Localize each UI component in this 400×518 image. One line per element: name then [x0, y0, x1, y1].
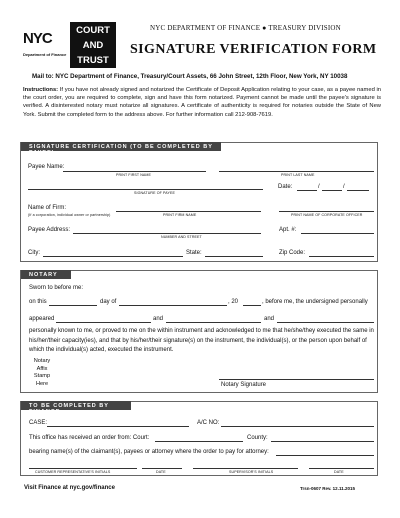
stamp-line: Stamp	[33, 373, 51, 379]
notary-signature-field[interactable]	[219, 379, 374, 380]
firm-name-field[interactable]	[116, 211, 261, 212]
and-text: and	[153, 316, 164, 322]
department-header: NYC DEPARTMENT OF FINANCE ● TREASURY DIVISION	[150, 24, 341, 32]
first-name-caption: PRINT FIRST NAME	[116, 173, 152, 177]
date-caption: DATE	[156, 470, 166, 474]
on-this-text: on this	[29, 299, 47, 305]
instructions-text: If you have not already signed and notarized the Certificate of Deposit Application relating to your case, as a payee named in the court order, you are required to complete, sign and have this form notarized. Payment cannot be made until the payee's signature is verified. A disinterested notary must notarize all signatures. A certificate of authenticity is required for notaries outside the State of New York. Submit the completed form to the address above. For further information call 212-908-7619.	[23, 87, 381, 118]
rep-initials-field[interactable]	[29, 468, 137, 469]
date-separator: /	[343, 184, 345, 190]
rep-initials-caption: CUSTOMER REPRESENTATIVE'S INITIALS	[35, 470, 111, 474]
and-text: and	[264, 316, 275, 322]
payee-first-name-field[interactable]	[63, 171, 206, 172]
court-field[interactable]	[155, 441, 243, 442]
instructions	[23, 86, 381, 119]
date-day-field[interactable]	[322, 190, 342, 191]
badge-line: AND	[82, 40, 104, 51]
state-field[interactable]	[205, 256, 263, 257]
sworn-text: Sworn to before me:	[29, 285, 84, 291]
logo-subtext: Department of Finance	[23, 52, 67, 57]
badge-line: COURT	[76, 25, 110, 36]
order-from-label: This office has received an order from: Court:	[29, 435, 150, 441]
nyc-logo	[22, 24, 67, 64]
stamp-line: Here	[35, 380, 49, 387]
day-of-text: day of	[100, 299, 117, 305]
signature-caption: SIGNATURE OF PAYEE	[134, 191, 175, 195]
county-field[interactable]	[271, 441, 374, 442]
address-caption: NUMBER AND STREET	[161, 235, 202, 239]
finance-section	[20, 401, 378, 476]
appeared-name-field-2[interactable]	[166, 322, 261, 323]
year-prefix-text: , 20	[228, 299, 239, 305]
apt-field[interactable]	[301, 233, 374, 234]
affix-stamp-area	[31, 358, 53, 388]
notary-section	[20, 270, 378, 393]
supervisor-initials-caption: SUPERVISOR'S INITIALS	[229, 470, 274, 474]
footer-website: Visit Finance at nyc.gov/finance	[24, 485, 115, 491]
instructions-label: Instructions:	[23, 87, 59, 93]
notary-signature-caption: Notary Signature	[221, 382, 267, 388]
appeared-text: appeared	[29, 316, 55, 322]
city-label: City:	[28, 250, 40, 256]
date-separator: /	[318, 184, 320, 190]
payee-signature-field[interactable]	[28, 189, 263, 190]
mail-to-address: Mail to: NYC Department of Finance, Treasury/Court Assets, 66 John Street, 12th Floor, New York, NY 10038	[32, 73, 348, 80]
zip-label: Zip Code:	[279, 250, 306, 256]
last-name-caption: PRINT LAST NAME	[281, 173, 315, 177]
ac-no-label: A/C NO:	[197, 420, 220, 426]
notary-day-field[interactable]	[49, 305, 97, 306]
case-field[interactable]	[47, 426, 189, 427]
section-heading: TO BE COMPLETED BY FINANCE	[21, 401, 131, 410]
payee-address-field[interactable]	[73, 233, 261, 234]
notary-month-field[interactable]	[119, 305, 227, 306]
state-label: State:	[186, 250, 202, 256]
bearing-label: bearing name(s) of the claimant(s), payees or attorney where the order to pay for attorney:	[29, 449, 269, 455]
signature-certification-section	[20, 142, 378, 262]
payee-last-name-field[interactable]	[219, 171, 374, 172]
payee-name-label: Payee Name:	[28, 164, 65, 170]
logo-text: NYC	[23, 30, 52, 47]
form-title: SIGNATURE VERIFICATION FORM	[130, 42, 377, 57]
officer-caption: PRINT NAME OF CORPORATE OFFICER	[291, 213, 363, 217]
section-heading: SIGNATURE CERTIFICATION (TO BE COMPLETED BY PAYEE)	[21, 142, 221, 151]
firm-name-caption: PRINT FIRM NAME	[163, 213, 197, 217]
notary-year-field[interactable]	[243, 305, 261, 306]
city-field[interactable]	[43, 256, 183, 257]
appeared-name-field-1[interactable]	[56, 322, 151, 323]
appeared-name-field-3[interactable]	[277, 322, 374, 323]
section-heading: NOTARY	[21, 270, 71, 279]
supervisor-initials-field[interactable]	[193, 468, 298, 469]
case-label: CASE:	[29, 420, 48, 426]
supervisor-date-field[interactable]	[309, 468, 374, 469]
stamp-line: Notary	[33, 358, 51, 364]
firm-note: (If a corporation, individual owner or partnership)	[28, 213, 111, 217]
notary-body-text: personally known to me, or proved to me on the within instrument and acknowledged to me that he/she/they executed the same in his/her/their capacity(ies), and that by his/her/their signature(s) on the instrument, the individual(s), or the person upon behalf of which the individual(s) acted, executed the instrument.	[29, 328, 374, 353]
badge-line: TRUST	[77, 55, 109, 66]
rep-date-field[interactable]	[142, 468, 182, 469]
zip-field[interactable]	[309, 256, 374, 257]
firm-name-label: Name of Firm:	[28, 205, 67, 211]
before-me-text: , before me, the undersigned personally	[262, 299, 368, 305]
court-and-trust-badge	[70, 22, 116, 68]
payee-address-label: Payee Address:	[28, 227, 71, 233]
claimants-field[interactable]	[276, 455, 374, 456]
date-month-field[interactable]	[297, 190, 317, 191]
date-year-field[interactable]	[347, 190, 369, 191]
date-label: Date:	[278, 184, 293, 190]
date-caption: DATE	[334, 470, 344, 474]
ac-no-field[interactable]	[221, 426, 374, 427]
county-label: County:	[247, 435, 268, 441]
stamp-line: Affix	[36, 365, 48, 372]
apt-label: Apt. #:	[279, 227, 297, 233]
footer-form-id: Trsn-0607 Rev. 12.11.2015	[300, 486, 355, 491]
corporate-officer-field[interactable]	[279, 211, 374, 212]
